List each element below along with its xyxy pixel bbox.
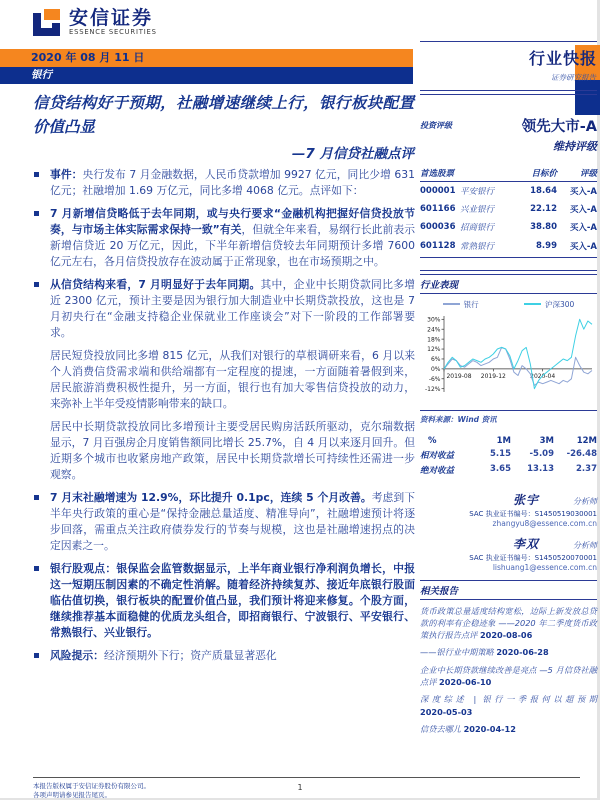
- footer-copyright: [33, 782, 150, 800]
- analyst-email-link[interactable]: lishuang1@essence.com.cn: [492, 562, 597, 572]
- stock-code: 601128: [420, 240, 456, 251]
- svg-text:-12%: -12%: [424, 385, 441, 393]
- svg-text:24%: 24%: [427, 325, 441, 333]
- table-row: [420, 182, 597, 200]
- returns-12m: 2.37: [576, 463, 597, 474]
- industry-performance-chart: [420, 311, 597, 407]
- bullet-text: ，但就全年来看，易纲行长此前表示新增信贷近 20 万亿元，因此，下半年新增信贷较去年同期预计多增 7600 亿元左右，各月信贷投放存在波动属于正常现象，也在市场预期之中。: [50, 223, 415, 268]
- header-target: 目标价: [531, 168, 557, 179]
- legend-label: 沪深300: [544, 299, 575, 309]
- svg-text:2019-12: 2019-12: [480, 372, 506, 380]
- essence-logo-glyph: [33, 9, 60, 36]
- bullet-lead: 7 月末社融增速为 12.9%，环比提升 0.1pc，连续 5 个月改善。: [50, 491, 372, 504]
- returns-header-3m: 3M: [539, 435, 554, 446]
- analyst-card: [420, 535, 597, 572]
- page-title: 信贷结构好于预期，社融增速继续上行，银行板块配置价值凸显: [33, 94, 414, 137]
- bullet-lead: 7 月新增信贷略低于去年同期，或与央行要求“金融机构把握好信贷投放节奏，与市场主体实际需求保持一致”有关: [50, 207, 415, 236]
- main-column: [33, 167, 415, 671]
- returns-3m: -5.09: [529, 448, 554, 459]
- legend-line-icon: [524, 303, 541, 305]
- brand-logo: [33, 8, 157, 36]
- stock-code: 601166: [420, 204, 456, 215]
- analyst-title: 分析师: [573, 540, 597, 550]
- analysts-block: [420, 491, 597, 572]
- returns-1m: 3.65: [490, 463, 511, 474]
- stock-rating: 买入-A: [569, 223, 597, 234]
- bullet-risk-warning: [33, 648, 415, 664]
- sector-bar: 银行: [0, 67, 413, 84]
- rating-label: 投资评级: [420, 120, 452, 130]
- bullet-square-icon: [34, 495, 39, 500]
- industry-performance-title: 行业表现: [420, 279, 459, 291]
- analyst-sac-number: SAC 执业证书编号：S1450520070001: [469, 553, 597, 562]
- stock-name: 兴业银行: [460, 205, 495, 216]
- returns-12m: -26.48: [566, 448, 597, 459]
- header-rating: 评级: [579, 168, 597, 179]
- brand-name-en: ESSENCE SECURITIES: [69, 28, 157, 36]
- stocks-table-header: [420, 167, 597, 182]
- stock-target: 8.99: [536, 240, 557, 251]
- table-row: [420, 200, 597, 218]
- svg-text:-6%: -6%: [428, 375, 441, 383]
- analyst-email-link[interactable]: zhangyu8@essence.com.cn: [492, 518, 597, 528]
- footer-rule: [33, 777, 580, 778]
- table-row: [420, 218, 597, 236]
- stock-name: 平安银行: [460, 186, 495, 197]
- bullet-tsf-growth: [33, 490, 415, 554]
- svg-text:6%: 6%: [430, 355, 441, 363]
- stock-rating: 买入-A: [569, 205, 597, 216]
- footer-copyright-line2: 各项声明请参见报告尾页。: [33, 791, 111, 799]
- svg-text:12%: 12%: [427, 345, 441, 353]
- sidebar-top-rule: [420, 41, 597, 42]
- paragraph-text: 居民短贷投放同比多增 815 亿元，从我们对银行的草根调研来看，6 月以来个人消费信贷需求端和供给端都有一定程度的提速，一方面随着暑假到来，居民旅游消费积极性提升，另一方面，银行也有加大零售信贷投放的动力，来弥补上半年受疫情影响带来的缺口。: [50, 349, 415, 410]
- svg-text:18%: 18%: [427, 335, 441, 343]
- analyst-name: 张宇: [512, 492, 539, 507]
- svg-text:2019-08: 2019-08: [446, 372, 472, 380]
- report-date: 2020-05-03: [420, 706, 473, 717]
- bullet-new-credit: [33, 206, 415, 270]
- rating-value: 领先大市-A: [521, 118, 597, 135]
- related-report-link[interactable]: 信贷去哪儿 2020-04-12: [420, 723, 516, 734]
- bullet-square-icon: [34, 211, 39, 216]
- double-rule: [420, 90, 597, 95]
- bullet-bank-view: [33, 561, 415, 641]
- returns-header-1m: 1M: [496, 435, 511, 446]
- legend-entry-bank: [443, 299, 479, 310]
- report-date: 2020-06-10: [439, 676, 492, 687]
- returns-3m: 13.13: [527, 463, 554, 474]
- data-source: 资料来源：Wind 资讯: [420, 414, 497, 424]
- table-row: [420, 237, 597, 255]
- rating-status: 维持评级: [553, 139, 597, 153]
- stock-target: 18.64: [530, 185, 557, 196]
- returns-header: [420, 436, 597, 446]
- brand-name: 安信证券: [69, 7, 154, 29]
- page-subtitle: —7 月信贷社融点评: [291, 146, 414, 162]
- preferred-stocks-table: [420, 167, 597, 259]
- bullet-event: [33, 167, 415, 199]
- bullet-text: 央行发布 7 月金融数据，人民币贷款增加 9927 亿元，同比少增 631 亿元；社融增加 1.69 万亿元，同比多增 4068 亿元。点评如下：: [50, 168, 416, 197]
- legend-label: 银行: [463, 299, 479, 309]
- essence-logo-icon: [33, 9, 60, 36]
- bullet-lead: 风险提示：: [50, 649, 104, 662]
- legend-line-icon: [443, 303, 460, 305]
- report-date-bar: 2020 年 08 月 11 日: [0, 49, 413, 67]
- sidebar: [420, 41, 597, 740]
- returns-label: 相对收益: [420, 450, 455, 461]
- bullet-square-icon: [34, 282, 39, 287]
- report-date: 2020-08-06: [479, 630, 533, 641]
- page-number: 1: [297, 783, 303, 792]
- stock-code: 600036: [420, 222, 456, 233]
- returns-header-pct: %: [428, 435, 437, 446]
- stock-target: 38.80: [530, 222, 557, 233]
- footer-copyright-line1: 本报告版权属于安信证券股份有限公司。: [33, 782, 150, 790]
- related-report-link[interactable]: 企业中长期贷款继续改善是亮点 —5 月信贷社融点评 2020-06-10: [420, 664, 597, 687]
- related-report-link[interactable]: 深度综述 | 银行一季报何以超预期 2020-05-03: [420, 694, 597, 717]
- rule: [420, 410, 597, 411]
- bullet-square-icon: [34, 653, 39, 658]
- bullet-lead: 银行股观点：银保监会监管数据显示，上半年商业银行净利润负增长，中报这一短期压制因素的不确定性消解。随着经济持续复苏、接近年底银行股面临估值切换，银行板块的配置价值凸显，我们预计将迎来修复。个股方面，继续推荐基本面稳健的优质龙头组合，即招商银行、宁波银行、平安银行、常熟银行、兴业银行。: [50, 562, 415, 639]
- svg-text:30%: 30%: [427, 316, 441, 324]
- returns-label: 绝对收益: [420, 465, 455, 476]
- header-stock: 首选股票: [420, 168, 455, 179]
- paragraph-text: 居民中长期贷款投放同比多增预计主要受居民购房活跃所驱动，克尔瑞数据显示，7 月百强房企月度销售额同比增长 25.7%，自 4 月以来逐月回升。但近期多个城市也收紧房地产政策，居民中长期贷款增长可持续性还需进一步观察。: [50, 420, 415, 481]
- chart-legend: [420, 299, 597, 310]
- stock-name: 招商银行: [460, 223, 495, 234]
- rule: [420, 293, 597, 294]
- bullet-text: 经济预期外下行；资产质量显著恶化: [103, 649, 277, 662]
- report-type: 行业快报: [528, 49, 597, 68]
- brand-text: [69, 8, 157, 36]
- stock-rating: 买入-A: [569, 241, 597, 252]
- table-row: [420, 446, 597, 461]
- rule: [420, 599, 597, 600]
- analyst-card: [420, 491, 597, 528]
- svg-text:0%: 0%: [430, 365, 441, 373]
- bullet-text: 其中，企业中长期贷款同比多增近 2300 亿元，预计主要是因为银行加大制造业中长期贷款投放，这也是 7 月初央行在“金融支持稳企业保就业工作座谈会”对下一阶段的工作部署要求。: [50, 278, 415, 339]
- table-row: [420, 461, 597, 476]
- bullet-square-icon: [34, 566, 39, 571]
- paragraph-mortgage: [33, 419, 415, 483]
- paragraph-short-loans: [33, 348, 415, 412]
- returns-1m: 5.15: [490, 448, 511, 459]
- related-reports: [420, 580, 597, 736]
- report-date: 2020-04-12: [463, 723, 516, 734]
- bullet-square-icon: [34, 172, 39, 177]
- bullet-text: 考虑到下半年央行政策的重心是“保持金融总量适度、精准导向”，社融增速预计将逐步回落，需重点关注政府债券发行的节奏与规模，这也是社融增速拐点的决定因素之一。: [50, 491, 416, 552]
- returns-table: [420, 436, 597, 476]
- svg-text:2020-04: 2020-04: [530, 372, 556, 380]
- bullet-lead: 从信贷结构来看，7 月明显好于去年同期。: [50, 278, 261, 291]
- report-category: 证券研究报告: [551, 73, 596, 82]
- analyst-sac-number: SAC 执业证书编号：S1450519030001: [469, 509, 597, 518]
- analyst-name: 李双: [512, 536, 539, 551]
- related-reports-title: 相关报告: [420, 585, 459, 597]
- related-report-link[interactable]: 货币政策总量适度结构宽松，边际上新发放总贷款的利率有企稳迹象 ——2020 年二季度货币政策执行报告点评 2020-08-06: [420, 605, 597, 641]
- report-date: 2020-06-28: [496, 647, 549, 658]
- related-report-link[interactable]: ——银行业中期策略 2020-06-28: [420, 647, 549, 658]
- bullet-lead: 事件：: [50, 168, 83, 181]
- bullet-credit-structure: [33, 277, 415, 341]
- analyst-title: 分析师: [573, 496, 597, 506]
- returns-header-12m: 12M: [576, 435, 597, 446]
- stock-rating: 买入-A: [569, 186, 597, 197]
- stock-code: 000001: [420, 185, 456, 196]
- legend-entry-csi300: [524, 299, 574, 310]
- stock-name: 常熟银行: [460, 241, 495, 252]
- stock-target: 22.12: [530, 204, 557, 215]
- rating-row: [420, 115, 597, 136]
